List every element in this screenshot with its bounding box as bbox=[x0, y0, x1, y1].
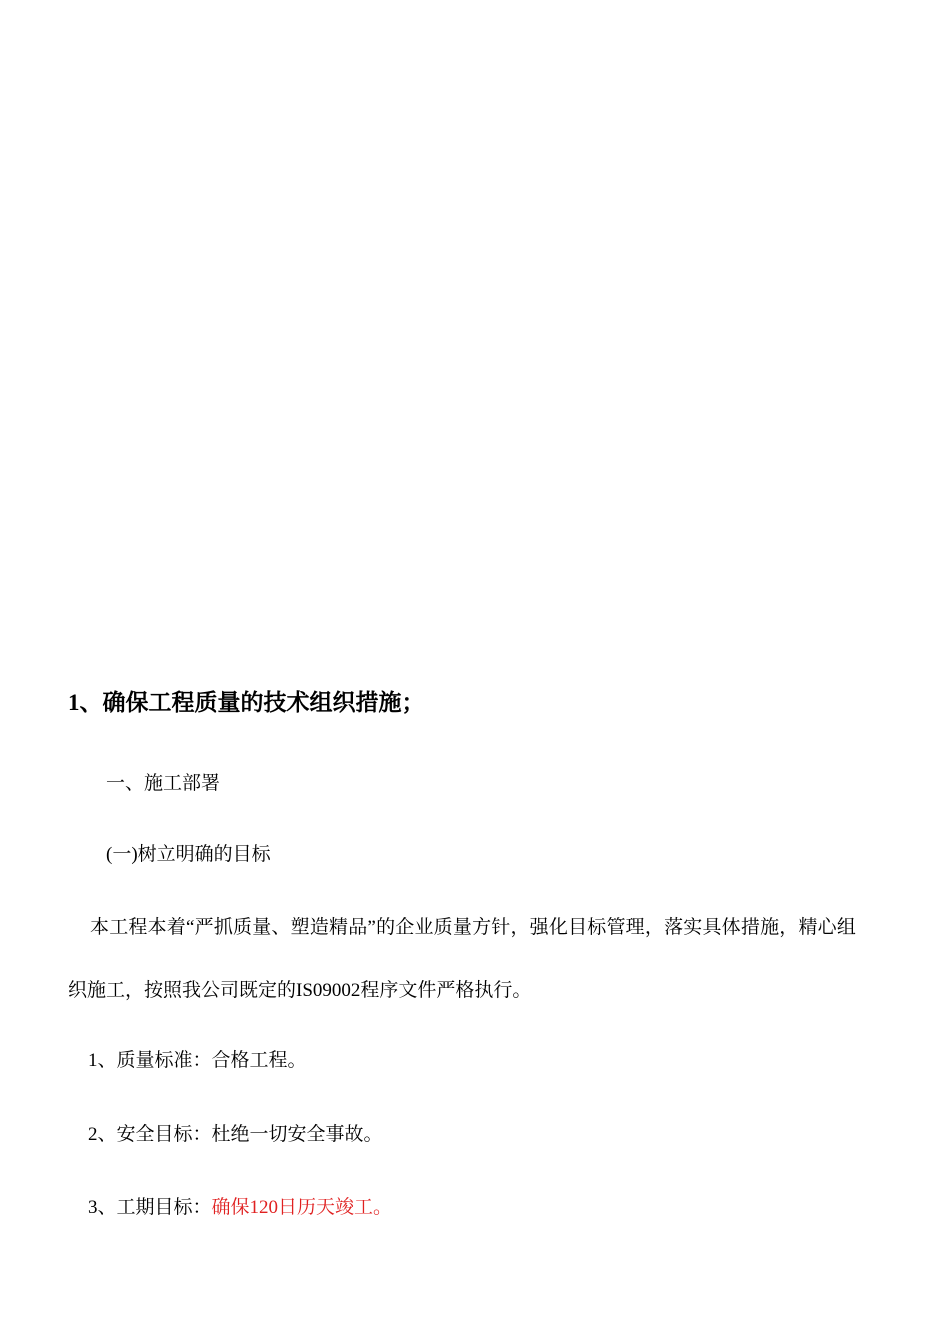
item-label: 3、工期目标： bbox=[88, 1197, 212, 1218]
item-label: 2、安全目标： bbox=[88, 1124, 212, 1145]
list-item bbox=[88, 1123, 383, 1147]
subsection-title: (一)树立明确的目标 bbox=[106, 844, 271, 865]
item-value: 合格工程。 bbox=[211, 1050, 307, 1071]
paragraph-line-2: 织施工，按照我公司既定的IS09002程序文件严格执行。 bbox=[68, 980, 532, 1001]
list-item bbox=[88, 1196, 392, 1220]
paragraph-line-1: 本工程本着“严抓质量、塑造精品”的企业质量方针，强化目标管理，落实具体措施，精心组 bbox=[90, 917, 857, 938]
document-heading: 1、确保工程质量的技术组织措施； bbox=[68, 690, 425, 715]
section-title: 一、施工部署 bbox=[106, 773, 221, 794]
item-value: 杜绝一切安全事故。 bbox=[211, 1124, 383, 1145]
item-label: 1、质量标准： bbox=[88, 1050, 212, 1071]
list-item bbox=[88, 1049, 307, 1073]
item-value-highlighted: 确保120日历天竣工。 bbox=[211, 1197, 393, 1218]
